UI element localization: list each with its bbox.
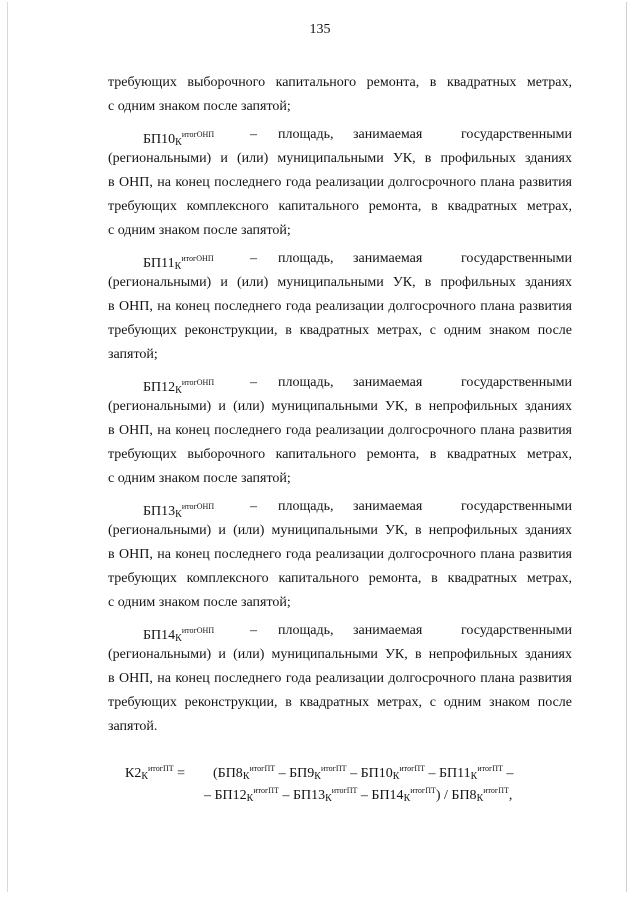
head-word: занимаемая: [353, 251, 423, 266]
dash: –: [250, 251, 257, 266]
definition-head: [108, 247, 572, 271]
formula-lhs-base: К2: [125, 766, 142, 781]
page-number: 135: [309, 22, 331, 37]
text-line: с одним знаком после запятой;: [108, 471, 291, 486]
head-word: занимаемая: [353, 499, 423, 514]
text-line: запятой;: [108, 347, 158, 362]
text-line: требующих реконструкции, в квадратных метрах, с одним знаком после: [108, 323, 572, 338]
formula-sup: итогПТ: [483, 786, 509, 795]
symbol: [143, 123, 214, 155]
symbol-base: БП10: [143, 132, 176, 147]
definition-head: [108, 495, 572, 519]
head-word: площадь,: [278, 251, 334, 266]
symbol-sub: К: [174, 261, 182, 272]
formula-term: ) / БП8: [435, 788, 477, 803]
formula-term: ,: [508, 788, 513, 803]
text-line: с одним знаком после запятой;: [108, 99, 291, 114]
text-line: (региональными) и (или) муниципальными УК, в непрофильных зданиях: [108, 523, 572, 538]
formula-lhs-sub: К: [141, 771, 149, 782]
dash: –: [250, 499, 257, 514]
formula-sub: К: [403, 793, 411, 804]
text-line: с одним знаком после запятой;: [108, 595, 291, 610]
symbol-sub: К: [175, 385, 182, 396]
head-word: государственными: [460, 499, 572, 514]
formula-term: (БП8: [213, 766, 243, 781]
formula-sub: К: [325, 793, 332, 804]
dash: –: [250, 623, 257, 638]
definition-head: [108, 371, 572, 395]
text-line: в ОНП, на конец последнего года реализации долгосрочного плана развития: [108, 671, 572, 686]
symbol: [143, 247, 214, 279]
symbol-sub: К: [175, 633, 182, 644]
formula-term: – БП14: [357, 788, 404, 803]
head-word: площадь,: [278, 375, 334, 390]
formula-line-2: [204, 780, 512, 810]
head-word: занимаемая: [353, 623, 423, 638]
symbol-sup: итогОНП: [181, 254, 214, 263]
formula-lhs: [125, 758, 185, 788]
symbol: [143, 619, 214, 651]
formula-sub: К: [392, 771, 400, 782]
definition-head: [108, 123, 572, 147]
formula-sup: итогПТ: [399, 764, 426, 773]
text-line: требующих комплексного капитального ремонта, в квадратных метрах,: [108, 199, 572, 214]
formula-sub: К: [470, 771, 478, 782]
formula-term: – БП12: [204, 788, 247, 803]
text-line: требующих реконструкции, в квадратных метрах, с одним знаком после: [108, 695, 572, 710]
dash: –: [250, 375, 257, 390]
symbol: [143, 371, 214, 403]
formula-term: – БП10: [346, 766, 393, 781]
symbol-base: БП13: [143, 504, 176, 519]
text-line: в ОНП, на конец последнего года реализации долгосрочного плана развития: [108, 175, 572, 190]
formula-sup: итогПТ: [331, 786, 358, 795]
formula-term: –: [502, 766, 514, 781]
text-line: (региональными) и (или) муниципальными УК, в непрофильных зданиях: [108, 647, 572, 662]
formula-equals: =: [173, 766, 186, 781]
definition-head: [108, 619, 572, 643]
symbol-sup: итогОНП: [181, 502, 215, 511]
formula-lhs-sup: итогПТ: [148, 764, 174, 773]
head-word: площадь,: [278, 127, 334, 142]
formula-term: – БП13: [278, 788, 326, 803]
text-line: требующих выборочного капитального ремонта, в квадратных метрах,: [108, 75, 572, 90]
text-line: требующих комплексного капитального ремонта, в квадратных метрах,: [108, 571, 572, 586]
text-line: в ОНП, на конец последнего года реализации долгосрочного плана развития: [108, 423, 572, 438]
text-line: с одним знаком после запятой;: [108, 223, 291, 238]
formula-term: – БП9: [275, 766, 315, 781]
formula-sup: итогПТ: [249, 764, 276, 773]
formula-sub: К: [314, 771, 321, 782]
symbol-base: БП14: [143, 628, 176, 643]
formula-sup: итогПТ: [477, 764, 503, 773]
formula-sup: итогПТ: [253, 786, 279, 795]
symbol-sup: итогОНП: [181, 130, 215, 139]
paragraph: [108, 123, 572, 243]
dash: –: [250, 127, 257, 142]
formula-term: – БП11: [425, 766, 471, 781]
symbol: [143, 495, 214, 527]
head-word: государственными: [460, 251, 572, 266]
head-word: государственными: [460, 623, 572, 638]
formula-sub: К: [242, 771, 250, 782]
symbol-sup: итогОНП: [181, 378, 215, 387]
head-word: занимаемая: [353, 127, 423, 142]
text-line: (региональными) и (или) муниципальными УК, в непрофильных зданиях: [108, 399, 572, 414]
symbol-base: БП11: [143, 256, 175, 271]
text-line: требующих выборочного капитального ремонта, в квадратных метрах,: [108, 447, 572, 462]
formula-sub: К: [246, 793, 254, 804]
head-word: занимаемая: [353, 375, 423, 390]
head-word: площадь,: [278, 499, 334, 514]
formula-sup: итогПТ: [410, 786, 436, 795]
paragraph: [108, 247, 572, 367]
text-line: в ОНП, на конец последнего года реализации долгосрочного плана развития: [108, 299, 572, 314]
symbol-sup: итогОНП: [181, 626, 215, 635]
head-word: государственными: [460, 127, 572, 142]
formula-sup: итогПТ: [320, 764, 347, 773]
document-body: [108, 71, 572, 739]
symbol-sub: К: [175, 137, 182, 148]
paragraph: [108, 371, 572, 491]
paragraph: [108, 495, 572, 615]
text-line: (региональными) и (или) муниципальными УК, в профильных зданиях: [108, 275, 572, 290]
paragraph: [108, 71, 572, 119]
text-line: (региональными) и (или) муниципальными УК, в профильных зданиях: [108, 151, 572, 166]
paragraph: [108, 619, 572, 739]
text-line: в ОНП, на конец последнего года реализации долгосрочного плана развития: [108, 547, 572, 562]
formula-sub: К: [476, 793, 484, 804]
text-line: запятой.: [108, 719, 158, 734]
head-word: государственными: [460, 375, 572, 390]
symbol-base: БП12: [143, 380, 176, 395]
head-word: площадь,: [278, 623, 334, 638]
symbol-sub: К: [175, 509, 182, 520]
